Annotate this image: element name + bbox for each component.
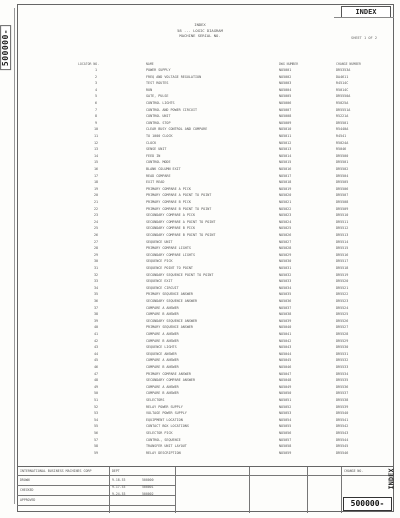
- row-dwg-number: NO5004: [279, 87, 292, 92]
- row-name: COMPARE A ANSWER: [146, 332, 179, 336]
- row-locator: 4: [94, 87, 98, 92]
- divider: [334, 17, 394, 18]
- row-locator: 27: [93, 239, 99, 244]
- row-change-number: DR5508: [336, 200, 349, 204]
- row-change-number: DR5544: [336, 437, 349, 442]
- row-name: CONTROL STOP: [146, 120, 171, 125]
- row-dwg-number: NO5046: [279, 365, 292, 369]
- row-change-number: DR5504: [336, 173, 349, 178]
- row-name: EQUIPMENT LOCATION: [146, 417, 183, 422]
- row-dwg-number: NO5016: [279, 167, 292, 171]
- row-dwg-number: NO5047: [279, 371, 292, 376]
- row-name: BLANK COLUMN EXIT: [146, 167, 181, 171]
- row-dwg-number: NO5033: [279, 279, 292, 284]
- row-locator: 6: [94, 101, 98, 105]
- row-name: COMPARE A ANSWER: [146, 358, 179, 363]
- row-dwg-number: NO5040: [279, 325, 292, 330]
- row-change-number: DR5519: [336, 272, 349, 277]
- row-dwg-number: NO5057: [279, 437, 292, 442]
- row-dwg-number: NO5027: [279, 239, 292, 244]
- row-change-number: R5221A: [336, 114, 349, 119]
- row-change-number: DR5541: [336, 417, 349, 422]
- row-locator: 9: [94, 120, 98, 125]
- row-locator: 12: [93, 140, 99, 145]
- row-change-number: DR5530: [336, 345, 349, 350]
- row-dwg-number: NO5020: [279, 193, 292, 198]
- row-change-number: DR5540: [336, 411, 349, 416]
- row-change-number: DR5509: [336, 206, 349, 211]
- divider: [307, 467, 308, 513]
- row-name: SEQUENCE PICK: [146, 259, 173, 264]
- row-locator: 34: [93, 285, 99, 290]
- row-name: GATE, PULSE: [146, 94, 169, 99]
- row-change-number: DR5529: [336, 338, 349, 343]
- row-name: CONTACT BOX LOCATIONS: [146, 424, 189, 429]
- row-name: TO 1000 CLOCK: [146, 134, 173, 138]
- row-name: PRIMARY SEQUENCE ANSWER: [146, 325, 193, 330]
- row-locator: 36: [93, 299, 99, 303]
- row-dwg-number: NO5039: [279, 318, 292, 323]
- row-locator: 45: [93, 358, 99, 363]
- row-name: SEQUENCE ANSWER: [146, 351, 177, 356]
- date-1: 9-18-53: [112, 478, 126, 482]
- row-name: COMPARE A ANSWER: [146, 305, 179, 310]
- row-name: PRIMARY COMPARE A PICK: [146, 186, 191, 191]
- row-change-number: DR5545: [336, 444, 349, 449]
- column-header-dwg: DWG NUMBER: [279, 62, 299, 66]
- divider: [175, 467, 176, 513]
- row-name: READ COMPARE: [146, 173, 171, 178]
- row-locator: 56: [93, 431, 99, 435]
- row-dwg-number: NO5018: [279, 180, 292, 185]
- row-locator: 52: [93, 404, 99, 409]
- row-dwg-number: NO5017: [279, 173, 292, 178]
- row-name: PRIMARY SEQUENCE ANSWER: [146, 292, 193, 297]
- row-locator: 3: [94, 81, 98, 86]
- row-name: CLEAR BUSY CONTROL AND COMPARE: [146, 127, 208, 132]
- row-change-number: DR5542: [336, 424, 349, 429]
- row-dwg-number: NO5009: [279, 120, 292, 125]
- row-locator: 29: [93, 252, 99, 257]
- index-side-label: INDEX: [387, 468, 396, 490]
- row-locator: 40: [93, 325, 99, 330]
- row-locator: 31: [93, 266, 99, 270]
- row-name: CONTROL AND POWER CIRCUIT: [146, 107, 198, 112]
- row-name: RUN: [146, 87, 153, 92]
- row-name: SECONDARY COMPARE ANSWER: [146, 378, 195, 383]
- row-change-number: DR5524: [336, 305, 349, 310]
- row-change-number: DR5526: [336, 318, 349, 323]
- row-locator: 57: [93, 437, 99, 442]
- row-locator: 16: [93, 167, 99, 171]
- row-locator: 15: [93, 160, 99, 165]
- row-dwg-number: NO5051: [279, 398, 292, 402]
- row-dwg-number: NO5021: [279, 200, 292, 204]
- dept-label: DEPT: [112, 469, 120, 473]
- row-dwg-number: NO5007: [279, 107, 292, 112]
- row-name: SECONDARY SEQUENCE ANSWER: [146, 299, 198, 303]
- row-name: COMPARE B ANSWER: [146, 312, 179, 317]
- drawing-number: 500000-: [343, 497, 392, 511]
- header-title: INDEX: [194, 22, 206, 27]
- row-dwg-number: NO5028: [279, 246, 292, 251]
- row-name: FREQ AND VOLTAGE REGULATION: [146, 74, 202, 79]
- row-dwg-number: NO5015: [279, 160, 292, 165]
- row-name: SENSE UNIT: [146, 147, 167, 152]
- row-name: SECONDARY SEQUENCE POINT TO POINT: [146, 272, 214, 277]
- row-name: PRIMARY COMPARE LIGHTS: [146, 246, 191, 251]
- row-name: COMPARE B ANSWER: [146, 338, 179, 343]
- row-dwg-number: NO5037: [279, 305, 292, 310]
- row-name: SECONDARY COMPARE A POINT TO POINT: [146, 219, 216, 224]
- row-name: COMPARE B ANSWER: [146, 365, 179, 369]
- row-name: SECONDARY COMPARE LIGHTS: [146, 252, 195, 257]
- row-dwg-number: NO5056: [279, 431, 292, 435]
- row-change-number: DR5506: [336, 186, 349, 191]
- row-dwg-number: NO5041: [279, 332, 292, 336]
- row-change-number: DR5515: [336, 246, 349, 251]
- row-change-number: DR5512: [336, 226, 349, 231]
- row-change-number: DR5533: [336, 365, 349, 369]
- row-locator: 53: [93, 411, 99, 416]
- row-name: POWER SUPPLY: [146, 68, 171, 72]
- row-change-number: R4541: [336, 134, 347, 138]
- row-dwg-number: NO5048: [279, 378, 292, 383]
- row-locator: 50: [93, 391, 99, 396]
- row-change-number: DR5535: [336, 378, 349, 383]
- row-locator: 1: [94, 68, 98, 72]
- row-dwg-number: NO5059: [279, 450, 292, 455]
- ref-2: 500001: [142, 485, 154, 489]
- row-locator: 10: [93, 127, 99, 132]
- header-subtitle2: MACHINE SERIAL NO.: [179, 33, 221, 39]
- row-dwg-number: NO5014: [279, 153, 292, 158]
- row-change-number: R4514C: [336, 81, 349, 86]
- row-name: SECONDARY SEQUENCE ANSWER: [146, 318, 198, 323]
- divider: [109, 467, 110, 513]
- change-number-label: CHANGE NO.: [344, 469, 364, 473]
- row-name: SELECTORS: [146, 398, 165, 402]
- row-change-number: DR5518: [336, 266, 349, 270]
- row-locator: 43: [93, 345, 99, 350]
- row-change-number: DR5521: [336, 285, 349, 290]
- row-change-number: DR5517: [336, 259, 349, 264]
- row-locator: 2: [94, 74, 98, 79]
- row-locator: 54: [93, 417, 99, 422]
- row-change-number: DR5513: [336, 233, 349, 237]
- title-block: [17, 466, 394, 513]
- row-locator: 24: [93, 219, 99, 224]
- row-dwg-number: NO5053: [279, 411, 292, 416]
- row-name: SEQUENCE EXIT: [146, 279, 173, 284]
- row-change-number: DR5543: [336, 431, 349, 435]
- row-name: RELAY DESCRIPTION: [146, 450, 181, 455]
- row-locator: 47: [93, 371, 99, 376]
- row-dwg-number: NO5058: [279, 444, 292, 449]
- row-dwg-number: NO5030: [279, 259, 292, 264]
- sheet-number: SHEET 1 OF 2: [351, 36, 377, 40]
- row-name: CLOCK: [146, 140, 157, 145]
- row-dwg-number: NO5049: [279, 384, 292, 389]
- row-change-number: DR5528: [336, 332, 349, 336]
- row-change-number: DR5501: [336, 160, 349, 165]
- row-locator: 17: [93, 173, 99, 178]
- row-name: SEQUENCE POINT TO POINT: [146, 266, 193, 270]
- row-dwg-number: NO5002: [279, 74, 292, 79]
- row-locator: 28: [93, 246, 99, 251]
- column-header-name: NAME: [146, 62, 154, 66]
- row-name: CONTROL MODE: [146, 160, 171, 165]
- row-dwg-number: NO5029: [279, 252, 292, 257]
- row-locator: 35: [93, 292, 99, 297]
- row-change-number: DR5505: [336, 180, 349, 185]
- row-change-number: DR5522: [336, 292, 349, 297]
- column-header-change: CHANGE NUMBER: [336, 62, 361, 66]
- row-change-number: DR5507: [336, 193, 349, 198]
- row-dwg-number: NO5026: [279, 233, 292, 237]
- row-change-number: DR5510: [336, 213, 349, 218]
- sheet-header: [0, 22, 400, 39]
- row-change-number: DA4611: [336, 74, 349, 79]
- row-change-number: DR5539: [336, 404, 349, 409]
- row-name: EXIT READ: [146, 180, 165, 185]
- row-dwg-number: NO5045: [279, 358, 292, 363]
- row-dwg-number: NO5042: [279, 338, 292, 343]
- ref-3: 500002: [142, 492, 154, 496]
- divider: [17, 475, 394, 476]
- row-locator: 32: [93, 272, 99, 277]
- row-locator: 58: [93, 444, 99, 449]
- row-change-number: R5014C: [336, 87, 349, 92]
- row-dwg-number: NO5052: [279, 404, 292, 409]
- row-name: TEST ROUTES: [146, 81, 169, 86]
- row-name: SECONDARY COMPARE A PICK: [146, 213, 195, 218]
- row-change-number: DR5520: [336, 279, 349, 284]
- row-name: CONTROL LIGHTS: [146, 101, 175, 105]
- row-dwg-number: NO5006: [279, 101, 292, 105]
- row-locator: 51: [93, 398, 99, 402]
- row-locator: 39: [93, 318, 99, 323]
- row-change-number: DR5546: [336, 450, 349, 455]
- row-locator: 37: [93, 305, 99, 310]
- row-dwg-number: NO5001: [279, 68, 292, 72]
- date-2: 9-17-53: [112, 485, 126, 489]
- row-name: SEQUENCE CIRCUIT: [146, 285, 179, 290]
- row-name: SELECTOR PICK: [146, 431, 173, 435]
- row-change-number: DR5551A: [336, 107, 351, 112]
- row-dwg-number: NO5044: [279, 351, 292, 356]
- row-name: VOLTAGE POWER SUPPLY: [146, 411, 187, 416]
- company-name: INTERNATIONAL BUSINESS MACHINES CORP: [20, 469, 92, 473]
- row-locator: 14: [93, 153, 99, 158]
- row-change-number: DR5514: [336, 239, 349, 244]
- row-change-number: DR5516: [336, 252, 349, 257]
- row-name: FEED IN: [146, 153, 161, 158]
- row-locator: 8: [94, 114, 98, 119]
- checked-label: CHECKED: [20, 488, 34, 492]
- row-name: PRIMARY COMPARE A POINT TO POINT: [146, 193, 212, 198]
- row-dwg-number: NO5038: [279, 312, 292, 317]
- row-dwg-number: NO5005: [279, 94, 292, 99]
- row-dwg-number: NO5054: [279, 417, 292, 422]
- approved-label: APPROVED: [20, 498, 36, 502]
- row-change-number: DR5537: [336, 391, 349, 396]
- row-name: PRIMARY COMPARE B POINT TO POINT: [146, 206, 212, 211]
- ref-1: 500000: [142, 478, 154, 482]
- row-dwg-number: NO5022: [279, 206, 292, 211]
- row-locator: 23: [93, 213, 99, 218]
- column-header-locator: LOCATOR NO.: [78, 62, 100, 66]
- row-change-number: DR5534: [336, 371, 349, 376]
- divider: [17, 505, 175, 506]
- row-dwg-number: NO5035: [279, 292, 292, 297]
- row-name: PRIMARY COMPARE B PICK: [146, 200, 191, 204]
- row-name: SECONDARY COMPARE B PICK: [146, 226, 195, 231]
- row-dwg-number: NO5043: [279, 345, 292, 350]
- row-name: TRANSFER UNIT LAYOUT: [146, 444, 187, 449]
- row-dwg-number: NO5008: [279, 114, 292, 119]
- index-badge: INDEX: [341, 6, 391, 18]
- row-locator: 11: [93, 134, 99, 138]
- row-locator: 25: [93, 226, 99, 231]
- row-locator: 49: [93, 384, 99, 389]
- drawn-label: DRAWN: [20, 478, 30, 482]
- row-name: SEQUENCE LIGHTS: [146, 345, 177, 350]
- row-change-number: DR5511: [336, 219, 349, 224]
- row-locator: 44: [93, 351, 99, 356]
- row-locator: 33: [93, 279, 99, 284]
- row-change-number: DR5531: [336, 351, 349, 356]
- row-dwg-number: NO5032: [279, 272, 292, 277]
- row-dwg-number: NO5025: [279, 226, 292, 231]
- row-dwg-number: NO5012: [279, 140, 292, 145]
- row-locator: 13: [93, 147, 99, 152]
- row-locator: 7: [94, 107, 98, 112]
- row-change-number: R5025A: [336, 101, 349, 105]
- row-locator: 46: [93, 365, 99, 369]
- row-locator: 41: [93, 332, 99, 336]
- row-locator: 21: [93, 200, 99, 204]
- row-locator: 38: [93, 312, 99, 317]
- row-change-number: DR5550A: [336, 94, 351, 99]
- row-dwg-number: NO5031: [279, 266, 292, 270]
- row-change-number: DR5501: [336, 120, 349, 125]
- row-name: COMPARE A ANSWER: [146, 384, 179, 389]
- table-row: [0, 451, 400, 459]
- row-name: SEQUENCE UNIT: [146, 239, 173, 244]
- row-change-number: DR5500: [336, 153, 349, 158]
- row-dwg-number: NO5036: [279, 299, 292, 303]
- left-drawing-tag: 500000-: [0, 25, 11, 70]
- divider: [341, 467, 342, 513]
- row-dwg-number: NO5003: [279, 81, 292, 86]
- divider: [249, 467, 250, 513]
- row-dwg-number: NO5010: [279, 127, 292, 132]
- row-dwg-number: NO5050: [279, 391, 292, 396]
- row-locator: 5: [94, 94, 98, 99]
- row-locator: 22: [93, 206, 99, 211]
- row-dwg-number: NO5019: [279, 186, 292, 191]
- row-name: CONTROL UNIT: [146, 114, 171, 119]
- row-change-number: R5046: [336, 147, 347, 152]
- row-locator: 26: [93, 233, 99, 237]
- row-dwg-number: NO5055: [279, 424, 292, 429]
- row-dwg-number: NO5013: [279, 147, 292, 152]
- row-dwg-number: NO5011: [279, 134, 292, 138]
- date-3: 9-24-53: [112, 492, 126, 496]
- row-locator: 59: [93, 450, 99, 455]
- row-locator: 18: [93, 180, 99, 185]
- row-name: SECONDARY COMPARE B POINT TO POINT: [146, 233, 216, 237]
- row-change-number: DR5525: [336, 312, 349, 317]
- row-change-number: DR5502: [336, 167, 349, 171]
- header-subtitle: 58 ... LOGIC DIAGRAM: [177, 27, 223, 33]
- row-locator: 30: [93, 259, 99, 264]
- row-locator: 55: [93, 424, 99, 429]
- row-dwg-number: NO5024: [279, 219, 292, 224]
- row-name: PRIMARY COMPARE ANSWER: [146, 371, 191, 376]
- row-name: RELAY POWER SUPPLY: [146, 404, 183, 409]
- row-dwg-number: NO5023: [279, 213, 292, 218]
- row-change-number: DR5353A: [336, 68, 351, 72]
- row-change-number: DR5523: [336, 299, 349, 303]
- row-change-number: R5440A: [336, 127, 349, 132]
- row-locator: 48: [93, 378, 99, 383]
- row-change-number: DR5527: [336, 325, 349, 330]
- row-change-number: DR5536: [336, 384, 349, 389]
- row-locator: 19: [93, 186, 99, 191]
- row-name: CONTROL, SEQUENCE: [146, 437, 181, 442]
- row-dwg-number: NO5034: [279, 285, 292, 290]
- row-change-number: R5024A: [336, 140, 349, 145]
- row-change-number: DR5538: [336, 398, 349, 402]
- row-change-number: DR5532: [336, 358, 349, 363]
- row-locator: 20: [93, 193, 99, 198]
- row-locator: 42: [93, 338, 99, 343]
- row-name: COMPARE B ANSWER: [146, 391, 179, 396]
